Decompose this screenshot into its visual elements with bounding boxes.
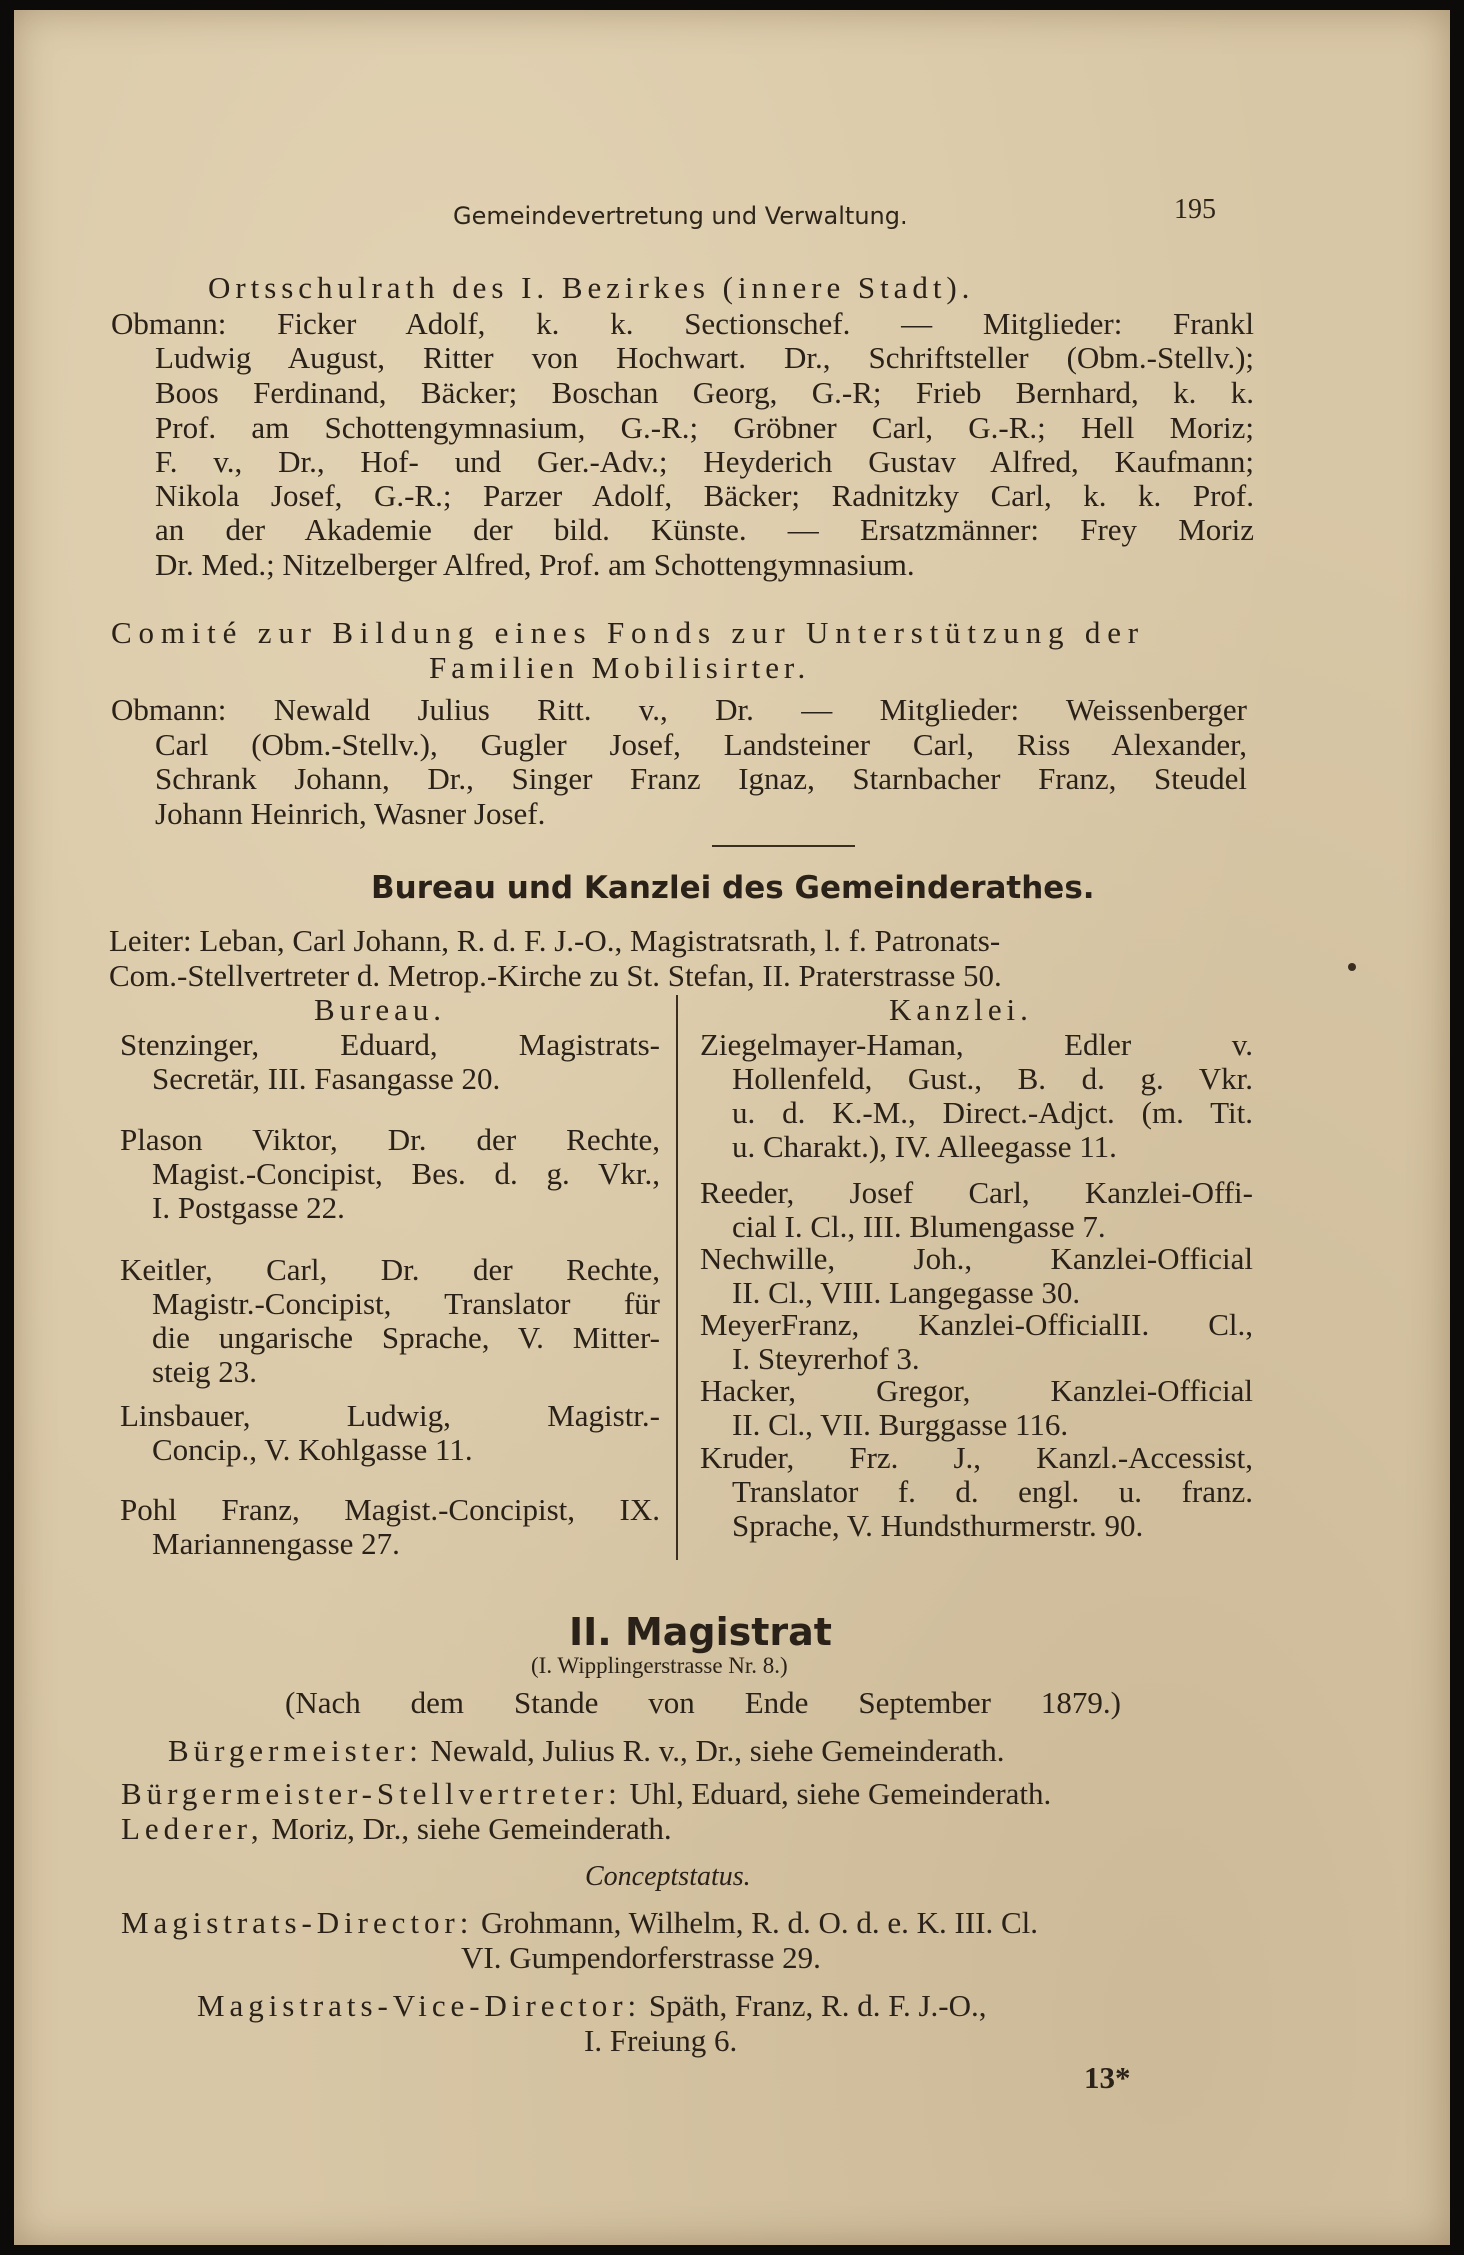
buergermeister-line: Bürgermeister: Newald, Julius R. v., Dr., siehe Gemeinderath.: [168, 1733, 1005, 1768]
bureau-entry-line: I. Postgasse 22.: [152, 1190, 345, 1225]
stand-note: (Nach dem Stande von Ende September 1879.): [285, 1685, 1121, 1720]
bureau-entry-line: Keitler, Carl, Dr. der Rechte,: [120, 1252, 660, 1287]
kanzlei-entry-line: II. Cl., VIII. Langegasse 30.: [732, 1275, 1081, 1310]
kanzlei-entry-line: Sprache, V. Hundsthurmerstr. 90.: [732, 1508, 1144, 1543]
bureau-kanzlei-heading: Bureau und Kanzlei des Gemeinderathes.: [371, 870, 1095, 906]
running-title: Gemeindevertretung und Verwaltung.: [453, 202, 908, 230]
leiter-line2: Com.-Stellvertreter d. Metrop.-Kirche zu St. Stefan, II. Praterstrasse 50.: [109, 958, 1002, 993]
kanzlei-entry-line: MeyerFranz, Kanzlei-OfficialII. Cl.,: [700, 1307, 1253, 1342]
ortsschulrath-line: F. v., Dr., Hof- und Ger.-Adv.; Heyderich Gustav Alfred, Kaufmann;: [155, 444, 1254, 479]
comite-line: Obmann: Newald Julius Ritt. v., Dr. — Mitglieder: Weissenberger: [111, 692, 1247, 727]
kanzlei-column-title: Kanzlei.: [889, 992, 1033, 1027]
kanzlei-entry-line: II. Cl., VII. Burggasse 116.: [732, 1407, 1069, 1442]
kanzlei-entry-line: u. Charakt.), IV. Alleegasse 11.: [732, 1129, 1117, 1164]
kanzlei-entry-line: Translator f. d. engl. u. franz.: [732, 1474, 1253, 1509]
bureau-entry-line: Magist.-Concipist, Bes. d. g. Vkr.,: [152, 1156, 660, 1191]
bureau-entry-line: Stenzinger, Eduard, Magistrats-: [120, 1027, 660, 1062]
magistrat-heading: II. Magistrat: [569, 1610, 832, 1654]
stellvertreter-line: Bürgermeister-Stellvertreter: Uhl, Eduard, siehe Gemeinderath.: [121, 1776, 1052, 1811]
ortsschulrath-line: Boos Ferdinand, Bäcker; Boschan Georg, G.-R; Frieb Bernhard, k. k.: [155, 375, 1254, 410]
comite-title-line2: Familien Mobilisirter.: [429, 650, 811, 685]
kanzlei-entry-line: cial I. Cl., III. Blumengasse 7.: [732, 1209, 1106, 1244]
bureau-entry-line: Pohl Franz, Magist.-Concipist, IX.: [120, 1492, 660, 1527]
kanzlei-entry-line: Hacker, Gregor, Kanzlei-Official: [700, 1373, 1253, 1408]
ortsschulrath-line: an der Akademie der bild. Künste. — Ersatzmänner: Frey Moriz: [155, 512, 1254, 547]
section-divider: [712, 845, 855, 847]
bureau-entry-line: Magistr.-Concipist, Translator für: [152, 1286, 660, 1321]
comite-title-line1: Comité zur Bildung eines Fonds zur Unterstützung der: [111, 615, 1145, 650]
leiter-line1: Leiter: Leban, Carl Johann, R. d. F. J.-O., Magistratsrath, l. f. Patronats-: [109, 923, 1001, 958]
kanzlei-entry-line: Reeder, Josef Carl, Kanzlei-Offi-: [700, 1175, 1253, 1210]
book-page: [14, 10, 1450, 2245]
bureau-entry-line: steig 23.: [152, 1354, 258, 1389]
magistrat-address: (I. Wipplingerstrasse Nr. 8.): [531, 1653, 788, 1678]
ortsschulrath-line: Dr. Med.; Nitzelberger Alfred, Prof. am Schottengymnasium.: [155, 547, 915, 582]
ortsschulrath-title: Ortsschulrath des I. Bezirkes (innere Stadt).: [208, 270, 975, 305]
comite-line: Johann Heinrich, Wasner Josef.: [155, 796, 546, 831]
bureau-column-title: Bureau.: [314, 992, 446, 1027]
kanzlei-entry-line: Ziegelmayer-Haman, Edler v.: [700, 1027, 1253, 1062]
column-divider: [676, 995, 678, 1560]
ortsschulrath-line: Prof. am Schottengymnasium, G.-R.; Gröbner Carl, G.-R.; Hell Moriz;: [155, 410, 1254, 445]
director-line2: VI. Gumpendorferstrasse 29.: [461, 1940, 821, 1975]
kanzlei-entry-line: Kruder, Frz. J., Kanzl.-Accessist,: [700, 1440, 1253, 1475]
comite-line: Schrank Johann, Dr., Singer Franz Ignaz, Starnbacher Franz, Steudel: [155, 761, 1247, 796]
ortsschulrath-line: Nikola Josef, G.-R.; Parzer Adolf, Bäcker; Radnitzky Carl, k. k. Prof.: [155, 478, 1254, 513]
bureau-entry-line: Concip., V. Kohlgasse 11.: [152, 1432, 473, 1467]
bureau-entry-line: Mariannengasse 27.: [152, 1526, 400, 1561]
comite-line: Carl (Obm.-Stellv.), Gugler Josef, Landsteiner Carl, Riss Alexander,: [155, 727, 1247, 762]
lederer-line: Lederer, Moriz, Dr., siehe Gemeinderath.: [121, 1811, 672, 1846]
bureau-entry-line: die ungarische Sprache, V. Mitter-: [152, 1320, 660, 1355]
bureau-entry-line: Linsbauer, Ludwig, Magistr.-: [120, 1398, 660, 1433]
vice-director-line1: Magistrats-Vice-Director: Späth, Franz, R. d. F. J.-O.,: [197, 1988, 987, 2023]
ortsschulrath-line: Obmann: Ficker Adolf, k. k. Sectionschef. — Mitglieder: Frankl: [111, 306, 1254, 341]
kanzlei-entry-line: Hollenfeld, Gust., B. d. g. Vkr.: [732, 1061, 1253, 1096]
director-line1: Magistrats-Director: Grohmann, Wilhelm, R. d. O. d. e. K. III. Cl.: [121, 1905, 1039, 1940]
vice-director-line2: I. Freiung 6.: [584, 2023, 738, 2058]
conceptstatus-heading: Conceptstatus.: [585, 1861, 751, 1892]
ortsschulrath-line: Ludwig August, Ritter von Hochwart. Dr., Schriftsteller (Obm.-Stellv.);: [155, 340, 1254, 375]
margin-dot: [1348, 963, 1356, 971]
bureau-entry-line: Plason Viktor, Dr. der Rechte,: [120, 1122, 660, 1157]
bureau-entry-line: Secretär, III. Fasangasse 20.: [152, 1061, 501, 1096]
kanzlei-entry-line: Nechwille, Joh., Kanzlei-Official: [700, 1241, 1253, 1276]
kanzlei-entry-line: I. Steyrerhof 3.: [732, 1341, 920, 1376]
signature-mark: 13*: [1084, 2060, 1131, 2095]
kanzlei-entry-line: u. d. K.-M., Direct.-Adjct. (m. Tit.: [732, 1095, 1253, 1130]
page-number: 195: [1174, 194, 1216, 225]
